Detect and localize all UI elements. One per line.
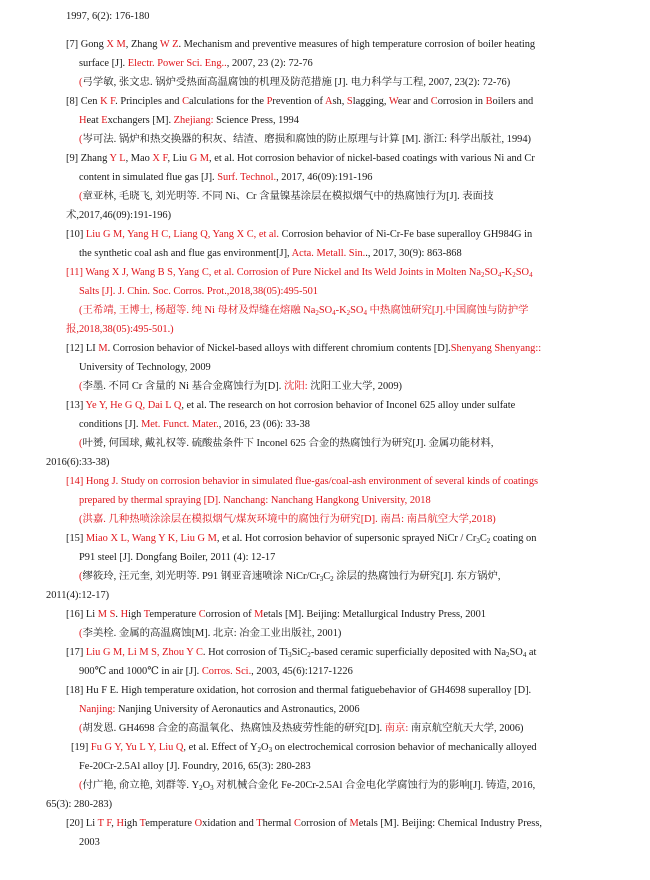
reference-text: 中热腐蚀研究[J].中国腐蚀与防护学: [366, 305, 529, 316]
reference-text: 沈阳工业大学, 2009): [307, 381, 402, 392]
reference-text: H: [79, 115, 87, 126]
reference-text: S: [346, 96, 353, 107]
reference-text: C: [323, 571, 331, 582]
reference-text: , et al. Hot corrosion behavior of nickel-based coatings with various Ni and Cr: [209, 153, 535, 164]
reference-text: X F: [152, 153, 168, 164]
reference-text: (: [79, 780, 83, 791]
reference-line: [66, 342, 541, 355]
reference-text: [15]: [66, 533, 86, 544]
reference-text: T: [143, 609, 150, 620]
reference-text: SO: [484, 267, 498, 278]
reference-text: at: [526, 647, 537, 658]
reference-text: Electr. Power Sci. Eng..: [127, 58, 227, 69]
reference-text: -K: [335, 305, 347, 316]
subscript-text: 2: [199, 784, 203, 792]
reference-text: A: [324, 96, 333, 107]
reference-text: B: [485, 96, 493, 107]
reference-text: Corros. Sci.: [201, 666, 252, 677]
reference-text: (: [79, 628, 83, 639]
subscript-text: 2: [481, 271, 485, 279]
reference-line: [79, 779, 535, 792]
reference-text: igh: [123, 818, 140, 829]
reference-text: . Hot corrosion of Ti: [202, 647, 289, 658]
reference-line: [66, 532, 536, 545]
reference-text: on electrochemical corrosion behavior of mechanically alloyed: [272, 742, 537, 753]
reference-text: , 2016, 23 (06): 33-38: [218, 419, 310, 430]
reference-text: [10]: [66, 229, 86, 240]
reference-text: lagging,: [352, 96, 389, 107]
reference-text: [9] Zhang: [66, 153, 110, 164]
reference-line: [79, 437, 493, 450]
reference-text: etals [M]. Beijing: Metallurgical Industry Press, 2001: [263, 609, 487, 620]
reference-line: [79, 304, 529, 317]
reference-text: 李墨. 不同 Cr 含量的 Ni 基合金腐蚀行为[D].: [82, 381, 284, 392]
reference-line: [66, 323, 174, 336]
reference-text: SO: [515, 267, 530, 278]
reference-line: [79, 171, 372, 184]
reference-line: [79, 57, 313, 70]
reference-text: W Z: [159, 39, 179, 50]
reference-text: etals [M]. Beijing: Chemical Industry Press,: [358, 818, 542, 829]
reference-text: emperature: [149, 609, 199, 620]
reference-text: P91 steel [J]. Dongfang Boiler, 2011 (4): 12-17: [79, 552, 276, 563]
reference-text: (: [79, 723, 83, 734]
reference-text: [20] Li: [66, 818, 98, 829]
reference-text: emperature: [145, 818, 195, 829]
reference-text: University of Technology, 2009: [79, 362, 211, 373]
reference-line: [66, 209, 171, 222]
reference-text: Nanjing University of Aeronautics and Astronautics, 2006: [115, 704, 360, 715]
reference-text: revention of: [272, 96, 325, 107]
reference-text: 涂层的热腐蚀行为研究[J]. 东方锅炉,: [333, 571, 501, 582]
reference-text: ,: [111, 818, 117, 829]
reference-text: [12] LI: [66, 343, 99, 354]
reference-line: [79, 722, 524, 735]
reference-text: [11] Wang X J, Wang B S, Yang C, et al. Corrosion of Pure Nickel and Its Weld Joints in Molten Na: [66, 267, 482, 278]
reference-text: T: [256, 818, 263, 829]
subscript-text: 2: [330, 575, 334, 583]
reference-text: eat: [86, 115, 102, 126]
reference-text: M: [98, 343, 108, 354]
reference-text: igh: [128, 609, 144, 620]
subscript-text: 2: [506, 651, 510, 659]
reference-text: Shenyang Shenyang::: [450, 343, 542, 354]
reference-line: [66, 38, 535, 51]
reference-text: X M: [106, 39, 126, 50]
reference-text: 章亚林, 毛晓飞, 刘光明等. 不同 Ni、Cr 含量镍基涂层在模拟烟气中的热腐蚀行为[J]. 表面技: [82, 191, 494, 202]
reference-text: T F: [97, 818, 112, 829]
reference-text: 65(3): 280-283): [46, 799, 113, 810]
reference-text: Fu G Y, Yu L Y, Liu Q: [90, 742, 184, 753]
reference-line: [79, 570, 501, 583]
reference-text: Surf. Technol.: [217, 172, 277, 183]
reference-line: [79, 418, 310, 431]
reference-line: [66, 152, 535, 165]
reference-text: , Liu: [167, 153, 190, 164]
reference-text: Liu G M, Li M S, Zhou Y C: [85, 647, 203, 658]
reference-text: 报,2018,38(05):495-501.): [66, 324, 174, 335]
reference-text: T: [139, 818, 146, 829]
reference-line: [79, 190, 493, 203]
reference-text: E: [101, 115, 108, 126]
reference-text: P: [266, 96, 273, 107]
reference-text: 付广艳, 俞立艳, 刘群等. Y: [82, 780, 200, 791]
reference-text: C: [479, 533, 487, 544]
reference-text: orrosion of: [205, 609, 255, 620]
reference-text: alculations for the: [189, 96, 267, 107]
reference-text: -K: [501, 267, 513, 278]
reference-text: , et al. Hot corrosion behavior of supersonic sprayed NiCr / Cr: [216, 533, 477, 544]
reference-text: C: [294, 818, 301, 829]
subscript-text: 2: [346, 309, 351, 317]
reference-text: 术,2017,46(09):191-196): [66, 210, 172, 221]
reference-text: [16] Li: [66, 609, 98, 620]
reference-text: [17]: [66, 647, 86, 658]
reference-text: conditions [J].: [79, 419, 142, 430]
reference-text: the synthetic coal ash and flue gas environment[J],: [79, 248, 292, 259]
reference-text: coating on: [490, 533, 537, 544]
reference-text: Zhejiang:: [173, 115, 214, 126]
reference-text: , 2017, 46(09):191-196: [276, 172, 373, 183]
reference-text: ., 2017, 30(9): 863-868: [365, 248, 462, 259]
reference-line: [66, 608, 486, 621]
reference-text: [8] Cen: [66, 96, 101, 107]
reference-text: (洪嘉. 几种热喷涂涂层在模拟烟气/煤灰环境中的腐蚀行为研究[D]. 南昌: 南昌航空大学,2018): [79, 514, 496, 525]
reference-text: 岑可法. 锅炉和热交换器的积灰、结渣、磨损和腐蚀的防止原理与计算 [M]. 浙江: 科学出版社, 1994): [82, 134, 531, 145]
subscript-text: 2: [257, 746, 262, 754]
reference-text: hermal: [262, 818, 295, 829]
reference-text: 沈阳:: [283, 381, 308, 392]
reference-line: [79, 627, 341, 640]
reference-line: [66, 475, 538, 488]
reference-text: Acta. Metall. Sin.: [291, 248, 366, 259]
reference-text: Ye Y, He G Q, Dai L Q: [85, 400, 182, 411]
reference-line: [79, 133, 531, 146]
reference-text: -based ceramic superficially deposited with Na: [310, 647, 507, 658]
reference-text: , et al. The research on hot corrosion behavior of Inconel 625 alloy under sulfate: [181, 400, 516, 411]
reference-text: , 2003, 45(6):1217-1226: [251, 666, 353, 677]
reference-text: SiC: [291, 647, 308, 658]
reference-line: [66, 95, 533, 108]
reference-text: 900℃ and 1000℃ in air [J].: [79, 666, 202, 677]
reference-text: . Mechanism and preventive measures of high temperature corrosion of boiler heating: [178, 39, 536, 50]
reference-text: (: [79, 77, 83, 88]
subscript-text: 4: [497, 271, 502, 279]
subscript-text: 3: [319, 575, 324, 583]
reference-text: 南京:: [384, 723, 409, 734]
reference-text: H: [116, 818, 124, 829]
reference-text: 胡发恩. GH4698 合金的高温氧化、热腐蚀及热疲劳性能的研究[D].: [82, 723, 385, 734]
reference-text: Miao X L, Wang Y K, Liu G M: [85, 533, 217, 544]
reference-line: [71, 741, 537, 754]
reference-text: xchangers [M].: [107, 115, 174, 126]
reference-text: oilers and: [492, 96, 534, 107]
subscript-text: 4: [363, 309, 367, 317]
reference-line: [66, 817, 542, 830]
reference-text: .: [115, 609, 121, 620]
subscript-text: 4: [522, 651, 527, 659]
reference-text: 南京航空航天大学, 2006): [408, 723, 524, 734]
reference-text: 弓学敏, 张文忠. 锅炉受热面高温腐蚀的机理及防范措施 [J]. 电力科学与工程, 2007, 23(2): 72-76): [82, 77, 511, 88]
reference-text: orrosion in: [437, 96, 486, 107]
reference-text: Fe-20Cr-2.5Al alloy [J]. Foundry, 2016, 65(3): 280-283: [79, 761, 311, 772]
reference-text: O: [194, 818, 203, 829]
reference-text: sh,: [332, 96, 347, 107]
reference-text: . Principles and: [115, 96, 183, 107]
reference-text: 李美栓. 金属的高温腐蚀[M]. 北京: 冶金工业出版社, 2001): [82, 628, 342, 639]
reference-line: [79, 76, 510, 89]
subscript-text: 2: [307, 651, 311, 659]
reference-text: xidation and: [202, 818, 257, 829]
reference-line: [79, 760, 311, 773]
reference-text: 叶赟, 何国球, 戴礼权等. 硫酸盐条件下 Inconel 625 合金的热腐蚀行为研究[J]. 金属功能材料,: [82, 438, 494, 449]
reference-text: K F: [100, 96, 116, 107]
subscript-text: 2: [315, 309, 319, 317]
reference-line: [66, 684, 531, 697]
reference-text: , 2007, 23 (2): 72-76: [226, 58, 313, 69]
reference-line: [79, 380, 402, 393]
reference-text: [14] Hong J. Study on corrosion behavior in simulated flue-gas/coal-ash environment of several kinds of coatings: [66, 476, 539, 487]
reference-text: 2003: [79, 837, 100, 848]
reference-line: [46, 798, 112, 811]
reference-text: Corrosion behavior of Ni-Cr-Fe base superalloy GH984G in: [279, 229, 533, 240]
reference-text: [7] Gong: [66, 39, 107, 50]
subscript-text: 4: [529, 271, 533, 279]
reference-line: [79, 836, 100, 849]
subscript-text: 2: [486, 537, 491, 545]
reference-text: O: [261, 742, 269, 753]
reference-text: Nanjing:: [79, 704, 116, 715]
reference-text: Science Press, 1994: [213, 115, 299, 126]
reference-text: C: [430, 96, 438, 107]
reference-line: [79, 361, 211, 374]
reference-text: , Zhang: [125, 39, 160, 50]
reference-line: [79, 114, 299, 127]
reference-text: C: [198, 609, 206, 620]
reference-text: 对机械合金化 Fe-20Cr-2.5Al 合金电化学腐蚀行为的影响[J]. 铸造, 2016,: [213, 780, 536, 791]
reference-text: orrosion of: [300, 818, 350, 829]
reference-text: 缪筱玲, 汪元奎, 刘光明等. P91 钢亚音速喷涂 NiCr/Cr: [82, 571, 320, 582]
reference-text: M S: [97, 609, 116, 620]
reference-text: C: [182, 96, 190, 107]
reference-line: [66, 228, 532, 241]
reference-text: (: [79, 438, 83, 449]
reference-line: [79, 703, 360, 716]
reference-text: (: [79, 134, 83, 145]
reference-text: 2011(4):12-17): [46, 590, 110, 601]
reference-text: , Mao: [125, 153, 153, 164]
reference-text: [19]: [71, 742, 91, 753]
reference-text: M: [349, 818, 359, 829]
subscript-text: 2: [512, 271, 516, 279]
reference-text: SO: [318, 305, 333, 316]
reference-text: O: [202, 780, 211, 791]
reference-text: (: [79, 571, 83, 582]
reference-text: [13]: [66, 400, 86, 411]
reference-text: content in simulated flue gas [J].: [79, 172, 218, 183]
reference-line: [79, 285, 318, 298]
reference-line: [79, 551, 275, 564]
reference-line: [46, 589, 109, 602]
reference-line: [66, 10, 149, 23]
reference-text: (王希靖, 王博士, 杨超等. 纯 Ni 母材及焊缝在熔融 Na: [79, 305, 316, 316]
subscript-text: 3: [288, 651, 292, 659]
reference-line: [66, 399, 515, 412]
subscript-text: 3: [210, 784, 214, 792]
reference-text: Liu G M, Yang H C, Liang Q, Yang X C, et al.: [85, 229, 280, 240]
reference-text: (: [79, 381, 83, 392]
reference-text: surface [J].: [79, 58, 128, 69]
reference-text: W: [388, 96, 398, 107]
reference-text: , et al. Effect of Y: [183, 742, 258, 753]
reference-text: H: [120, 609, 129, 620]
reference-line: [66, 646, 536, 659]
reference-line: [79, 513, 496, 526]
subscript-text: 4: [332, 309, 336, 317]
reference-text: [18] Hu F E. High temperature oxidation, hot corrosion and thermal fatiguebehavior of GH4698 superalloy [D].: [66, 685, 532, 696]
reference-text: G M: [189, 153, 210, 164]
reference-line: [79, 494, 431, 507]
reference-text: ear and: [397, 96, 431, 107]
reference-text: Y L: [109, 153, 126, 164]
reference-text: 1997, 6(2): 176-180: [66, 11, 150, 22]
reference-text: Met. Funct. Mater.: [141, 419, 219, 430]
reference-text: Salts [J]. J. Chin. Soc. Corros. Prot.,2018,38(05):495-501: [79, 286, 318, 297]
subscript-text: 3: [268, 746, 273, 754]
reference-text: . Corrosion behavior of Nickel-based alloys with different chromium contents [D].: [107, 343, 451, 354]
reference-text: M: [254, 609, 264, 620]
reference-text: prepared by thermal spraying [D]. Nanchang: Nanchang Hangkong University, 2018: [79, 495, 431, 506]
reference-text: SO: [350, 305, 364, 316]
reference-line: [46, 456, 110, 469]
reference-line: [79, 665, 353, 678]
reference-text: SO: [509, 647, 523, 658]
reference-text: 2016(6):33-38): [46, 457, 110, 468]
subscript-text: 3: [476, 537, 480, 545]
reference-line: [66, 266, 533, 279]
reference-text: (: [79, 191, 83, 202]
reference-line: [79, 247, 462, 260]
